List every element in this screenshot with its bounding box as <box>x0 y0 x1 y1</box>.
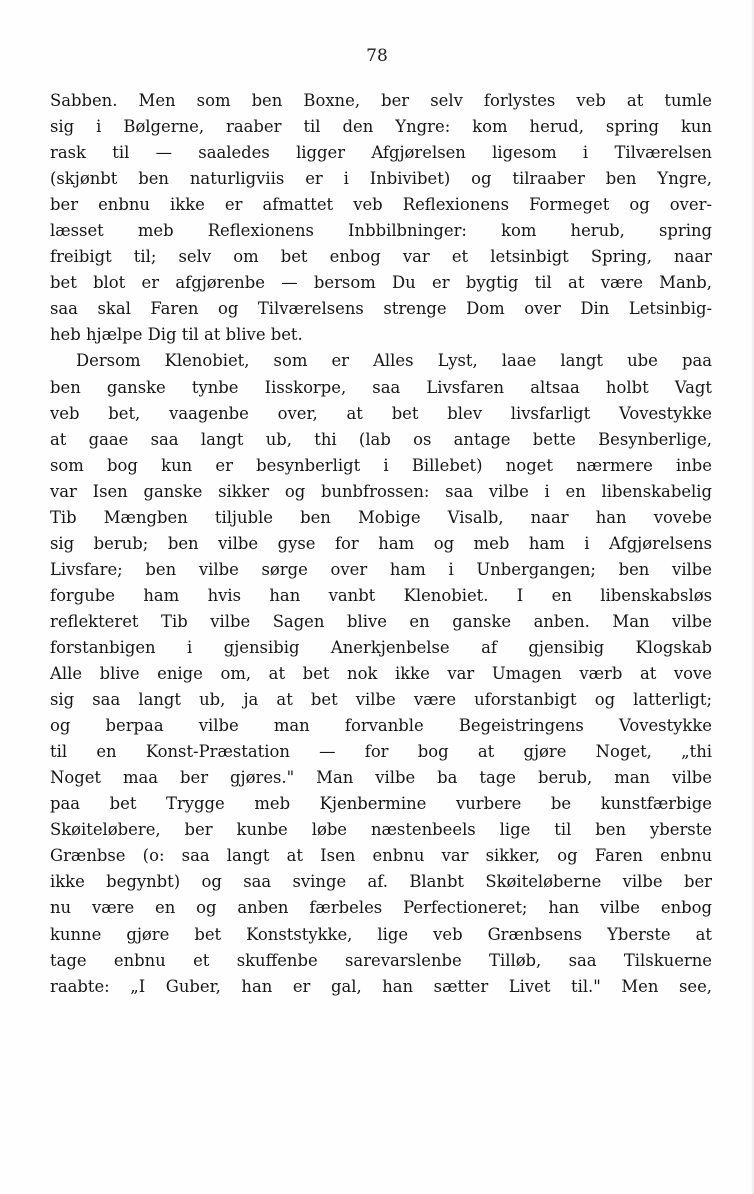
text-line: Tib Mængben tiljuble ben Mobige Visalb, naar han vovebe <box>50 507 712 527</box>
text-line: bet blot er afgjørenbe — bersom Du er bygtig til at være Manb, <box>50 273 712 293</box>
text-line: nu være en og anben færbeles Perfectioneret; han vilbe enbog <box>50 898 712 918</box>
text-line: til en Konst-Præstation — for bog at gjøre Noget, „thi <box>50 742 712 762</box>
text-line: tage enbnu et skuffenbe sarevarslenbe Tilløb, saa Tilskuerne <box>50 950 712 970</box>
text-line: som bog kun er besynberligt i Billebet) noget nærmere inbe <box>50 455 712 475</box>
text-line: ikke begynbt) og saa svinge af. Blanbt Skøiteløberne vilbe ber <box>50 872 712 892</box>
text-line: heb hjælpe Dig til at blive bet. <box>50 325 303 345</box>
page-number: 78 <box>366 46 388 66</box>
text-line: og berpaa vilbe man forvanble Begeistringens Vovestykke <box>50 716 712 736</box>
body-text <box>50 88 712 1000</box>
text-line: raabte: „I Guber, han er gal, han sætter Livet til." Men see, <box>50 976 712 996</box>
text-line: Grænbse (o: saa langt at Isen enbnu var sikker, og Faren enbnu <box>50 846 712 866</box>
text-line: Sabben. Men som ben Boxne, ber selv forlystes veb at tumle <box>50 91 712 110</box>
text-line: (skjønbt ben naturligviis er i Inbivibet) og tilraaber ben Yngre, <box>50 169 712 189</box>
text-line: paa bet Trygge meb Kjenbermine vurbere be kunstfærbige <box>50 794 712 814</box>
text-line: Alle blive enige om, at bet nok ikke var Umagen værb at vove <box>50 664 712 684</box>
text-line: forstanbigen i gjensibig Anerkjenbelse af gjensibig Klogskab <box>50 637 712 657</box>
text-line: saa skal Faren og Tilværelsens strenge Dom over Din Letsinbig- <box>50 299 712 319</box>
text-line: læsset meb Reflexionens Inbbilbninger: kom herub, spring <box>50 221 712 241</box>
text-line: Livsfare; ben vilbe sørge over ham i Unbergangen; ben vilbe <box>50 559 712 579</box>
text-line: reflekteret Tib vilbe Sagen blive en ganske anben. Man vilbe <box>50 611 712 631</box>
text-line: sig i Bølgerne, raaber til den Yngre: kom herud, spring kun <box>50 117 712 137</box>
text-line: Skøiteløbere, ber kunbe løbe næstenbeels lige til ben yberste <box>50 820 712 840</box>
text-line: var Isen ganske sikker og bunbfrossen: saa vilbe i en libenskabelig <box>50 481 712 501</box>
text-line: kunne gjøre bet Konststykke, lige veb Grænbsens Yberste at <box>50 924 712 944</box>
text-line: forgube ham hvis han vanbt Klenobiet. I en libenskabsløs <box>50 585 712 605</box>
text-line: rask til — saaledes ligger Afgjørelsen ligesom i Tilværelsen <box>50 143 712 163</box>
text-line: Dersom Klenobiet, som er Alles Lyst, laae langt ube paa <box>76 351 712 371</box>
text-line: at gaae saa langt ub, thi (lab os antage bette Besynberlige, <box>50 429 712 449</box>
text-line: ber enbnu ikke er afmattet veb Reflexionens Formeget og over- <box>50 195 712 215</box>
text-line: veb bet, vaagenbe over, at bet blev livsfarligt Vovestykke <box>50 403 712 423</box>
text-line: freibigt til; selv om bet enbog var et letsinbigt Spring, naar <box>50 247 712 267</box>
text-line: Noget maa ber gjøres." Man vilbe ba tage berub, man vilbe <box>50 768 712 788</box>
text-line: ben ganske tynbe Iisskorpe, saa Livsfaren altsaa holbt Vagt <box>50 377 712 397</box>
text-line: sig saa langt ub, ja at bet vilbe være uforstanbigt og latterligt; <box>50 690 712 710</box>
text-line: sig berub; ben vilbe gyse for ham og meb ham i Afgjørelsens <box>50 533 712 553</box>
